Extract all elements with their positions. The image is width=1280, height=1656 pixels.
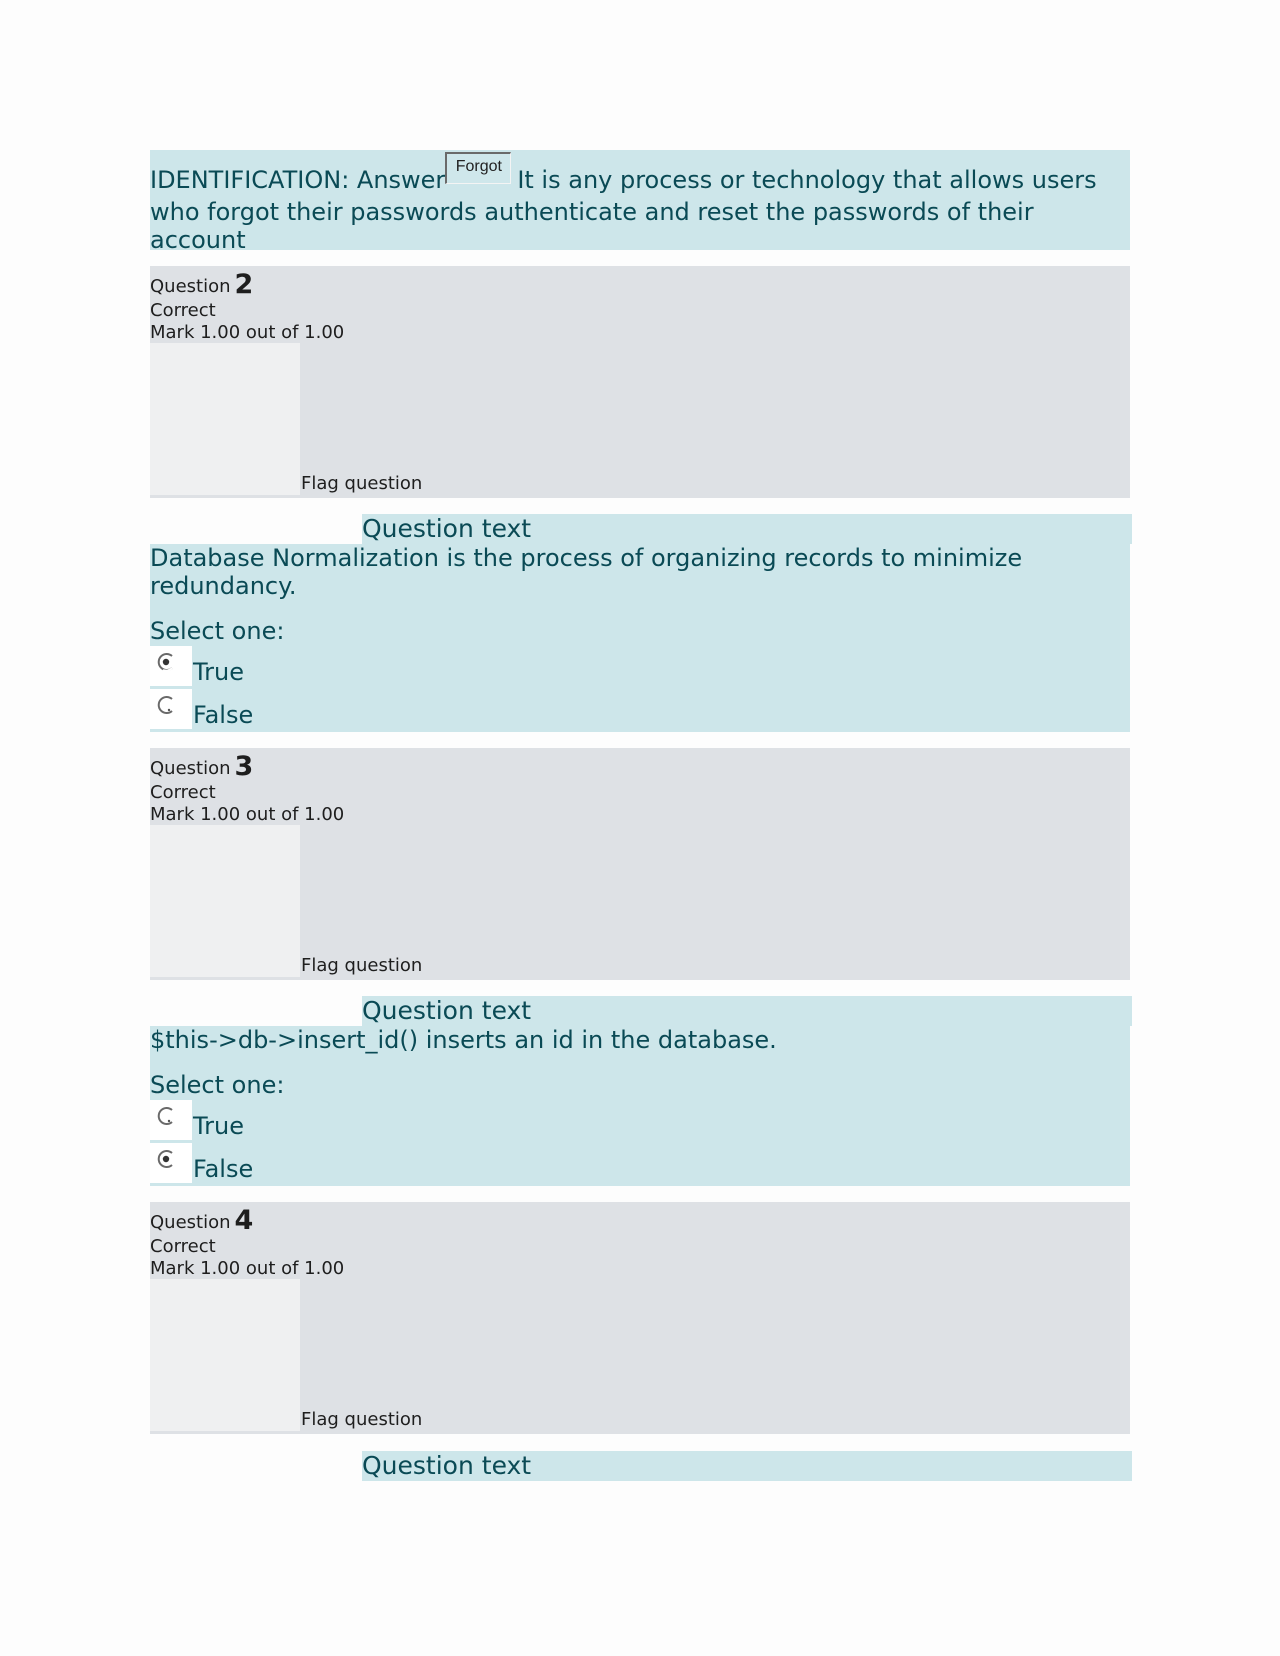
question-state: Correct xyxy=(150,1236,216,1257)
flag-icon[interactable] xyxy=(150,1279,300,1431)
question-text-heading: Question text xyxy=(362,996,1132,1026)
question-info-3 xyxy=(150,748,1130,980)
radio-empty-icon xyxy=(154,1104,178,1128)
question-stem: $this->db->insert_id() inserts an id in the database. xyxy=(150,1026,777,1054)
question-state: Correct xyxy=(150,300,216,321)
question-stem: Database Normalization is the process of organizing records to minimize redundancy. xyxy=(150,544,1023,600)
question-grade: Mark 1.00 out of 1.00 xyxy=(150,804,345,825)
question-label: Question xyxy=(150,1212,231,1233)
radio-button[interactable] xyxy=(150,1100,192,1140)
question-state: Correct xyxy=(150,782,216,803)
question-body-3 xyxy=(150,1026,1130,1186)
flag-question-link[interactable]: Flag question xyxy=(301,473,423,494)
answer-option-false[interactable] xyxy=(150,1143,550,1183)
question-info-2 xyxy=(150,266,1130,498)
question-label: Question xyxy=(150,276,231,297)
identification-text: It is any process or technology that allows users who forgot their passwords authenticate and reset the passwords of their account xyxy=(150,166,1097,254)
radio-button-selected[interactable] xyxy=(150,1143,192,1183)
identification-prefix: IDENTIFICATION: Answer xyxy=(150,166,446,194)
flag-question-link[interactable]: Flag question xyxy=(301,1409,423,1430)
question-grade: Mark 1.00 out of 1.00 xyxy=(150,322,345,343)
option-label: True xyxy=(193,658,244,686)
identification-question xyxy=(150,150,1130,254)
radio-selected-icon xyxy=(154,1147,178,1171)
radio-empty-icon xyxy=(154,693,178,717)
radio-button[interactable] xyxy=(150,689,192,729)
question-number-value: 3 xyxy=(234,751,254,782)
flag-question-link[interactable]: Flag question xyxy=(301,955,423,976)
question-number xyxy=(150,1205,254,1236)
radio-button-selected[interactable] xyxy=(150,646,192,686)
answer-option-false[interactable] xyxy=(150,689,550,729)
question-body-2 xyxy=(150,544,1130,732)
option-label: False xyxy=(193,701,254,729)
radio-selected-icon xyxy=(154,650,178,674)
option-label: False xyxy=(193,1155,254,1183)
question-number-value: 4 xyxy=(234,1205,254,1236)
flag-icon[interactable] xyxy=(150,825,300,977)
select-one-prompt: Select one: xyxy=(150,617,285,645)
question-label: Question xyxy=(150,758,231,779)
identification-text-line xyxy=(150,158,1125,254)
answer-option-true[interactable] xyxy=(150,646,550,686)
question-number xyxy=(150,751,254,782)
answer-input[interactable]: Forgot xyxy=(445,152,511,184)
option-label: True xyxy=(193,1112,244,1140)
question-info-4 xyxy=(150,1202,1130,1434)
question-number-value: 2 xyxy=(234,269,254,300)
select-one-prompt: Select one: xyxy=(150,1071,285,1099)
question-grade: Mark 1.00 out of 1.00 xyxy=(150,1258,345,1279)
answer-option-true[interactable] xyxy=(150,1100,550,1140)
question-text-heading: Question text xyxy=(362,1451,1132,1481)
question-text-heading: Question text xyxy=(362,514,1132,544)
question-number xyxy=(150,269,254,300)
flag-icon[interactable] xyxy=(150,343,300,495)
